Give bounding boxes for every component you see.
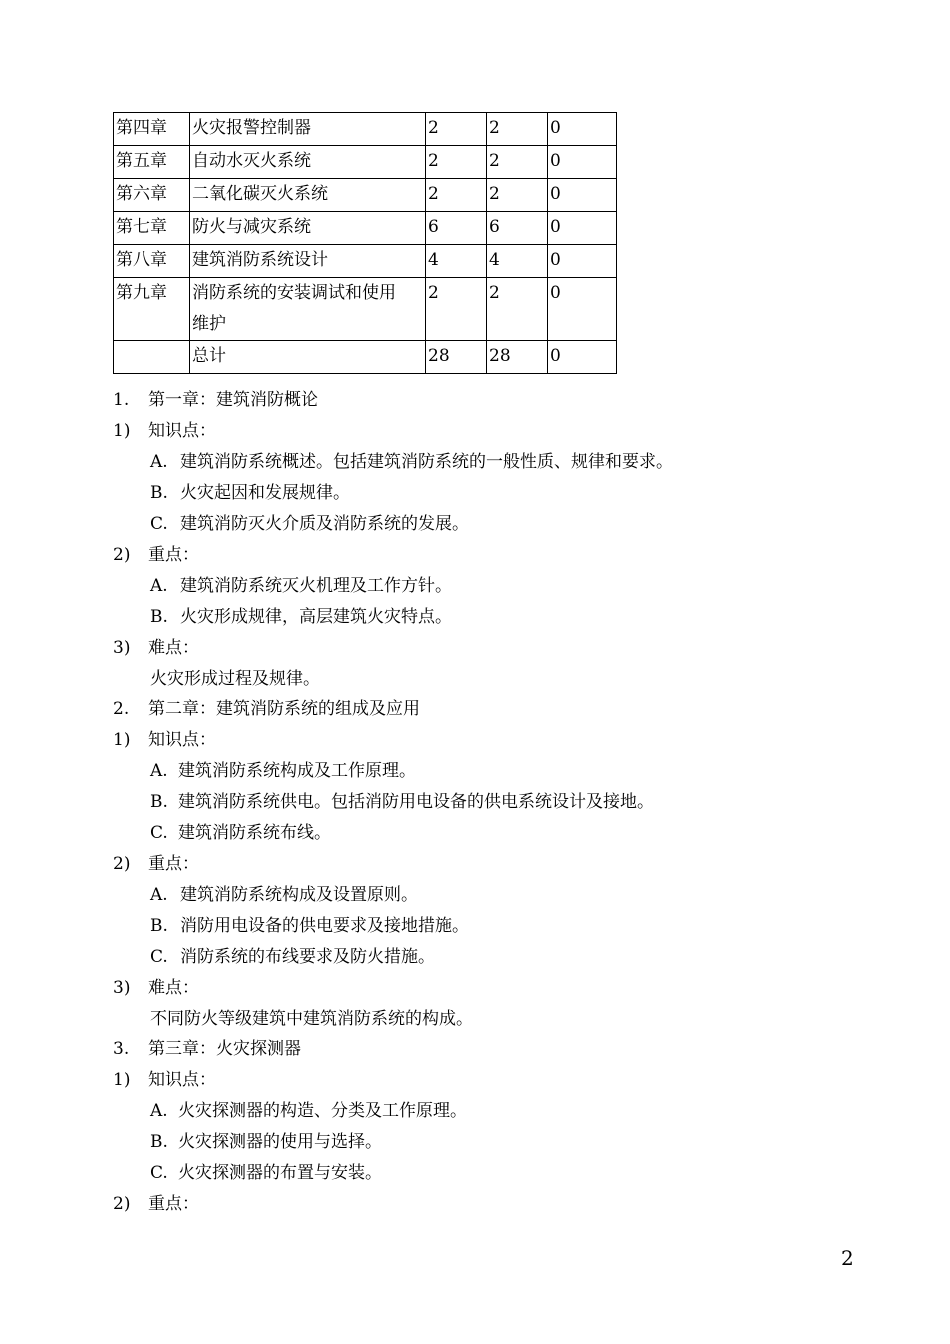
table-row bbox=[114, 278, 617, 341]
lab-hours-cell: 0 bbox=[548, 113, 617, 146]
total-hours-cell: 2 bbox=[426, 146, 487, 179]
lab-hours-cell: 0 bbox=[548, 245, 617, 278]
difficulty-text: 不同防火等级建筑中建筑消防系统的构成。 bbox=[150, 1009, 473, 1029]
lab-hours-cell: 0 bbox=[548, 146, 617, 179]
title-cell: 二氧化碳灭火系统 bbox=[190, 179, 426, 212]
chapter-cell: 第六章 bbox=[114, 179, 190, 212]
lecture-hours-cell: 28 bbox=[487, 341, 548, 374]
knowledge-label: 1) 知识点： bbox=[113, 1070, 216, 1090]
table-row bbox=[114, 341, 617, 374]
title-cell: 火灾报警控制器 bbox=[190, 113, 426, 146]
title-cell: 防火与减灾系统 bbox=[190, 212, 426, 245]
chapter-cell: 第七章 bbox=[114, 212, 190, 245]
total-hours-cell: 2 bbox=[426, 278, 487, 341]
total-hours-cell: 2 bbox=[426, 113, 487, 146]
key-label: 2) 重点： bbox=[113, 545, 199, 565]
page-number: 2 bbox=[841, 1246, 854, 1270]
knowledge-label: 1) 知识点： bbox=[113, 421, 216, 441]
list-item: C. 建筑消防系统布线。 bbox=[150, 823, 331, 843]
key-label: 2) 重点： bbox=[113, 854, 199, 874]
lecture-hours-cell: 2 bbox=[487, 113, 548, 146]
lecture-hours-cell: 2 bbox=[487, 278, 548, 341]
chapter-cell: 第四章 bbox=[114, 113, 190, 146]
list-item: C. 消防系统的布线要求及防火措施。 bbox=[150, 947, 435, 967]
difficulty-text: 火灾形成过程及规律。 bbox=[150, 669, 320, 689]
class-hours-table bbox=[113, 112, 617, 374]
list-item: B. 火灾起因和发展规律。 bbox=[150, 483, 350, 503]
lecture-hours-cell: 2 bbox=[487, 146, 548, 179]
list-item: A. 建筑消防系统构成及设置原则。 bbox=[150, 885, 418, 905]
chapter-cell: 第八章 bbox=[114, 245, 190, 278]
list-item: A. 建筑消防系统概述。包括建筑消防系统的一般性质、规律和要求。 bbox=[150, 452, 673, 472]
lab-hours-cell: 0 bbox=[548, 179, 617, 212]
chapter-heading: 3. 第三章：火灾探测器 bbox=[113, 1039, 301, 1059]
title-cell: 建筑消防系统设计 bbox=[190, 245, 426, 278]
table-row bbox=[114, 245, 617, 278]
list-item: B. 火灾形成规律，高层建筑火灾特点。 bbox=[150, 607, 452, 627]
total-hours-cell: 28 bbox=[426, 341, 487, 374]
total-hours-cell: 2 bbox=[426, 179, 487, 212]
lab-hours-cell: 0 bbox=[548, 278, 617, 341]
lecture-hours-cell: 6 bbox=[487, 212, 548, 245]
knowledge-label: 1) 知识点： bbox=[113, 730, 216, 750]
title-line-1: 消防系统的安装调试和使用 bbox=[192, 283, 396, 303]
title-cell bbox=[190, 278, 426, 341]
key-label: 2) 重点： bbox=[113, 1194, 199, 1214]
lecture-hours-cell: 2 bbox=[487, 179, 548, 212]
list-item: B. 火灾探测器的使用与选择。 bbox=[150, 1132, 382, 1152]
lab-hours-cell: 0 bbox=[548, 212, 617, 245]
total-hours-cell: 4 bbox=[426, 245, 487, 278]
table-row bbox=[114, 212, 617, 245]
list-item: B. 消防用电设备的供电要求及接地措施。 bbox=[150, 916, 469, 936]
title-line-2: 维护 bbox=[192, 314, 226, 334]
table-row bbox=[114, 146, 617, 179]
chapter-heading: 1. 第一章：建筑消防概论 bbox=[113, 390, 318, 410]
chapter-cell: 第九章 bbox=[114, 278, 190, 341]
difficulty-label: 3) 难点： bbox=[113, 978, 199, 998]
total-hours-cell: 6 bbox=[426, 212, 487, 245]
list-item: B. 建筑消防系统供电。包括消防用电设备的供电系统设计及接地。 bbox=[150, 792, 654, 812]
list-item: C. 建筑消防灭火介质及消防系统的发展。 bbox=[150, 514, 469, 534]
chapter-heading: 2. 第二章：建筑消防系统的组成及应用 bbox=[113, 699, 420, 719]
list-item: A. 建筑消防系统构成及工作原理。 bbox=[150, 761, 416, 781]
chapter-cell bbox=[114, 341, 190, 374]
chapter-cell: 第五章 bbox=[114, 146, 190, 179]
list-item: A. 建筑消防系统灭火机理及工作方针。 bbox=[150, 576, 452, 596]
list-item: C. 火灾探测器的布置与安装。 bbox=[150, 1163, 382, 1183]
title-cell: 总计 bbox=[190, 341, 426, 374]
title-cell: 自动水灭火系统 bbox=[190, 146, 426, 179]
table-row bbox=[114, 113, 617, 146]
lab-hours-cell: 0 bbox=[548, 341, 617, 374]
lecture-hours-cell: 4 bbox=[487, 245, 548, 278]
difficulty-label: 3) 难点： bbox=[113, 638, 199, 658]
list-item: A. 火灾探测器的构造、分类及工作原理。 bbox=[150, 1101, 467, 1121]
table-row bbox=[114, 179, 617, 212]
